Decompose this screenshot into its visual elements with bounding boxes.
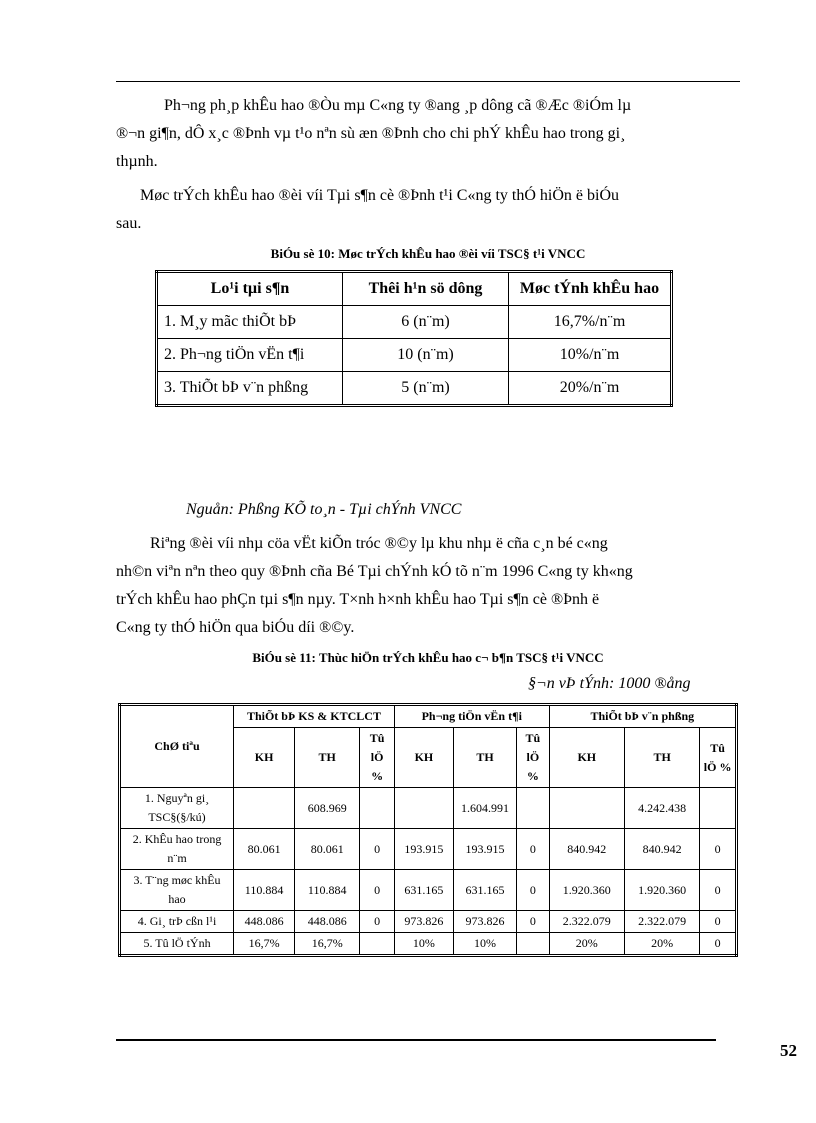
line: Møc trÝch khÊu hao ®èi víi Tµi s¶n cè ®Þnh t¹i C«ng ty thÓ hiÖn ë biÓu bbox=[140, 187, 620, 204]
table-cell: 608.969 bbox=[295, 788, 360, 829]
table-cell: 0 bbox=[360, 829, 395, 870]
table-cell: 0 bbox=[517, 870, 550, 911]
table-cell: 448.086 bbox=[234, 911, 295, 933]
table-cell: 2. Ph¬ng tiÖn vËn t¶i bbox=[157, 339, 343, 372]
column-header: Møc tÝnh khÊu hao bbox=[509, 272, 672, 306]
table-cell: 1.920.360 bbox=[624, 870, 699, 911]
column-header: KH bbox=[549, 728, 624, 788]
table-cell: 16,7% bbox=[295, 933, 360, 956]
group-header: ThiÕt bÞ v¨n phßng bbox=[549, 705, 736, 728]
table-row bbox=[120, 829, 737, 870]
line: nh©n viªn nªn theo quy ®Þnh cña Bé Tµi chÝnh kÓ tõ n¨m 1996 C«ng ty kh«ng bbox=[116, 563, 633, 580]
paragraph-2 bbox=[116, 182, 740, 238]
table-cell: 631.165 bbox=[394, 870, 453, 911]
table-11-caption: BiÓu sè 11: Thùc hiÖn trÝch khÊu hao c¬ b¶n TSC§ t¹i VNCC bbox=[252, 650, 604, 665]
table-row bbox=[120, 933, 737, 956]
table-cell: 110.884 bbox=[295, 870, 360, 911]
table-cell: 3. ThiÕt bÞ v¨n phßng bbox=[157, 372, 343, 406]
depreciation-execution-table bbox=[118, 703, 738, 957]
table-cell bbox=[549, 788, 624, 829]
table-cell: 840.942 bbox=[624, 829, 699, 870]
table-cell: 0 bbox=[517, 829, 550, 870]
table-cell: 4.242.438 bbox=[624, 788, 699, 829]
table-cell bbox=[360, 933, 395, 956]
table-cell: 10% bbox=[453, 933, 516, 956]
line: thµnh. bbox=[116, 153, 158, 170]
table-header-row bbox=[120, 705, 737, 728]
group-header: ThiÕt bÞ KS & KTCLCT bbox=[234, 705, 395, 728]
table-row bbox=[120, 788, 737, 829]
table-cell: 2.322.079 bbox=[624, 911, 699, 933]
table-cell: 193.915 bbox=[453, 829, 516, 870]
table-cell bbox=[234, 788, 295, 829]
table-row bbox=[120, 870, 737, 911]
table-cell: 20% bbox=[549, 933, 624, 956]
line: trÝch khÊu hao phÇn tµi s¶n nµy. T×nh h×nh khÊu hao Tµi s¶n cè ®Þnh ë bbox=[116, 591, 600, 608]
table-cell: 16,7% bbox=[234, 933, 295, 956]
table-header-row bbox=[157, 272, 672, 306]
table-row bbox=[120, 911, 737, 933]
header-rule bbox=[116, 81, 740, 82]
footer-rule bbox=[116, 1039, 716, 1041]
line: sau. bbox=[116, 215, 142, 232]
table-cell: 840.942 bbox=[549, 829, 624, 870]
table-row bbox=[157, 372, 672, 406]
corner-header: ChØ tiªu bbox=[120, 705, 234, 788]
table-cell: 10%/n¨m bbox=[509, 339, 672, 372]
row-label: 5. Tû lÖ tÝnh bbox=[120, 933, 234, 956]
row-label: 4. Gi¸ trÞ cßn l¹i bbox=[120, 911, 234, 933]
table-cell: 20%/n¨m bbox=[509, 372, 672, 406]
column-header: TH bbox=[295, 728, 360, 788]
unit-label: §¬n vÞ tÝnh: 1000 ®ång bbox=[528, 675, 691, 692]
column-header: TH bbox=[624, 728, 699, 788]
table-cell: 20% bbox=[624, 933, 699, 956]
line: Ph¬ng ph¸p khÊu hao ®Òu mµ C«ng ty ®ang ¸p dông cã ®Æc ®iÓm lµ bbox=[164, 97, 632, 114]
table-cell: 5 (n¨m) bbox=[343, 372, 509, 406]
table-row bbox=[157, 306, 672, 339]
table-10-source: Nguån: Phßng KÕ to¸n - Tµi chÝnh VNCC bbox=[186, 501, 462, 518]
row-label: 2. KhÊu hao trong n¨m bbox=[120, 829, 234, 870]
column-header: Thêi h¹n sö dông bbox=[343, 272, 509, 306]
table-cell: 80.061 bbox=[295, 829, 360, 870]
table-cell: 6 (n¨m) bbox=[343, 306, 509, 339]
column-header: TH bbox=[453, 728, 516, 788]
table-cell: 0 bbox=[360, 870, 395, 911]
line: ®¬n gi¶n, dÔ x¸c ®Þnh vµ t¹o nªn sù æn ®Þnh cho chi phÝ khÊu hao trong gi¸ bbox=[116, 125, 626, 142]
table-row bbox=[157, 339, 672, 372]
table-cell: 973.826 bbox=[394, 911, 453, 933]
table-cell: 16,7%/n¨m bbox=[509, 306, 672, 339]
table-cell: 0 bbox=[700, 870, 737, 911]
table-cell: 0 bbox=[517, 911, 550, 933]
table-cell bbox=[394, 788, 453, 829]
table-cell: 0 bbox=[360, 911, 395, 933]
table-cell: 0 bbox=[700, 911, 737, 933]
table-cell bbox=[517, 788, 550, 829]
table-cell: 1.604.991 bbox=[453, 788, 516, 829]
paragraph-3 bbox=[116, 530, 740, 642]
table-cell bbox=[700, 788, 737, 829]
table-cell bbox=[360, 788, 395, 829]
table-cell: 1.920.360 bbox=[549, 870, 624, 911]
table-cell: 1. M¸y mãc thiÕt bÞ bbox=[157, 306, 343, 339]
table-cell: 631.165 bbox=[453, 870, 516, 911]
page-number: 52 bbox=[780, 1041, 797, 1060]
table-cell: 973.826 bbox=[453, 911, 516, 933]
table-cell: 80.061 bbox=[234, 829, 295, 870]
table-cell: 10% bbox=[394, 933, 453, 956]
table-cell: 0 bbox=[700, 829, 737, 870]
table-cell bbox=[517, 933, 550, 956]
column-header: Tû lÖ % bbox=[360, 728, 395, 788]
line: Riªng ®èi víi nhµ cöa vËt kiÕn tróc ®©y lµ khu nhµ ë cña c¸n bé c«ng bbox=[150, 535, 608, 552]
column-header: KH bbox=[394, 728, 453, 788]
row-label: 1. Nguyªn gi¸ TSC§(§/kú) bbox=[120, 788, 234, 829]
column-header: Tû lÖ % bbox=[700, 728, 737, 788]
column-header: Tû lÖ % bbox=[517, 728, 550, 788]
depreciation-rate-table bbox=[155, 270, 673, 407]
table-cell: 448.086 bbox=[295, 911, 360, 933]
group-header: Ph¬ng tiÖn vËn t¶i bbox=[394, 705, 549, 728]
line: C«ng ty thÓ hiÖn qua biÓu díi ®©y. bbox=[116, 619, 355, 636]
table-cell: 0 bbox=[700, 933, 737, 956]
table-cell: 110.884 bbox=[234, 870, 295, 911]
table-cell: 193.915 bbox=[394, 829, 453, 870]
row-label: 3. T¨ng møc khÊu hao bbox=[120, 870, 234, 911]
column-header: Lo¹i tµi s¶n bbox=[157, 272, 343, 306]
table-cell: 10 (n¨m) bbox=[343, 339, 509, 372]
table-10-caption: BiÓu sè 10: Møc trÝch khÊu hao ®èi víi TSC§ t¹i VNCC bbox=[270, 246, 586, 261]
paragraph-1 bbox=[116, 92, 740, 176]
table-cell: 2.322.079 bbox=[549, 911, 624, 933]
column-header: KH bbox=[234, 728, 295, 788]
